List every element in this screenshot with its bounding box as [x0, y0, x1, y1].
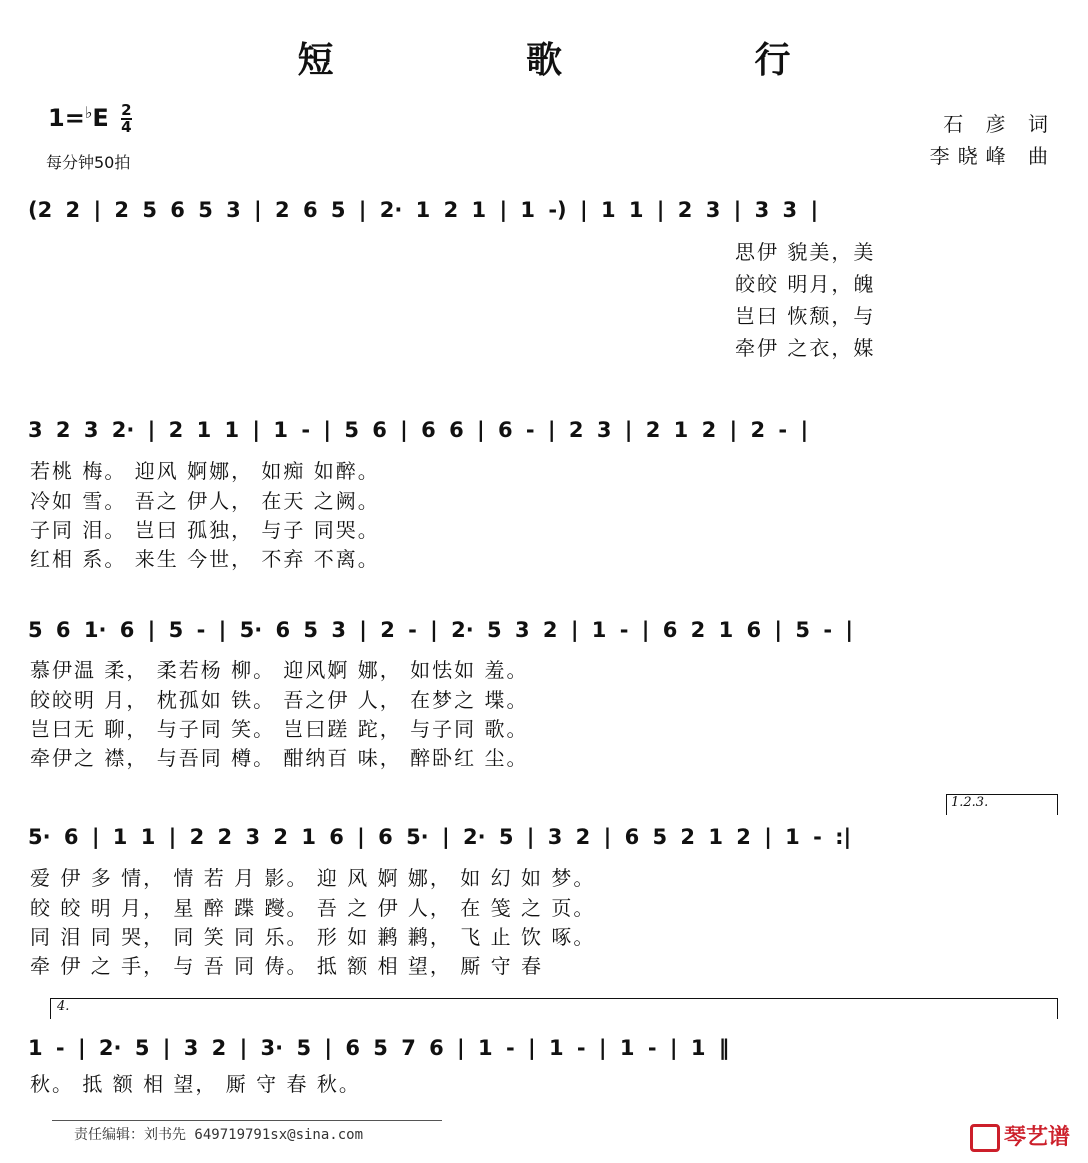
- lyric-line-2-verse-4: 红相 系。 来生 今世， 不弃 不离。: [30, 547, 380, 571]
- footer-divider: [52, 1120, 442, 1121]
- lyric-line-1-verse-4: 牵伊 之衣，媒: [735, 336, 876, 360]
- lyric-line-2-verse-2: 冷如 雪。 吾之 伊人， 在天 之阙。: [30, 489, 380, 513]
- key-prefix: 1=: [48, 104, 85, 132]
- volta-label: 4.: [57, 999, 70, 1014]
- volta-4: [50, 998, 1058, 1019]
- lyricist-credit: 石 彦 词: [943, 112, 1056, 136]
- staff-5: [28, 1026, 1062, 1066]
- lyric-line-3-verse-2: 皎皎明 月， 枕孤如 铁。 吾之伊 人， 在梦之 堞。: [30, 688, 529, 712]
- logo-text: 琴艺谱: [1003, 1125, 1070, 1150]
- tempo-marking: 每分钟50拍: [46, 153, 131, 172]
- lyric-line-3-verse-3: 岂曰无 聊， 与子同 笑。 岂曰蹉 跎， 与子同 歌。: [30, 717, 529, 741]
- lyric-line-3-verse-1: 慕伊温 柔， 柔若杨 柳。 迎风婀 娜， 如怯如 羞。: [30, 658, 529, 682]
- staff-4: [28, 815, 1062, 855]
- staff-notes: 1 - | 2· 5 | 3 2 | 3· 5 | 6 5 7 6 | 1 - | 1 - | 1 - | 1 ‖: [28, 1036, 730, 1060]
- staff-notes: 5· 6 | 1 1 | 2 2 3 2 1 6 | 6 5· | 2· 5 | 3 2 | 6 5 2 1 2 | 1 - :|: [28, 825, 852, 849]
- lyric-line-4-verse-3: 同 泪 同 哭， 同 笑 同 乐。 形 如 鹣 鹣， 飞 止 饮 啄。: [30, 925, 596, 949]
- staff-notes: 3 2 3 2· | 2 1 1 | 1 - | 5 6 | 6 6 | 6 - | 2 3 | 2 1 2 | 2 - |: [28, 418, 809, 442]
- time-top: 2: [121, 101, 132, 119]
- staff-2: [28, 408, 1062, 448]
- volta-1-2-3: [946, 794, 1058, 815]
- staff-notes: 5 6 1· 6 | 5 - | 5· 6 5 3 | 2 - | 2· 5 3 2 | 1 - | 6 2 1 6 | 5 - |: [28, 618, 854, 642]
- staff-notes: (2 2 | 2 5 6 5 3 | 2 6 5 | 2· 1 2 1 | 1 -) | 1 1 | 2 3 | 3 3 |: [28, 198, 819, 222]
- lyric-line-2-verse-3: 子同 泪。 岂曰 孤独， 与子 同哭。: [30, 518, 380, 542]
- lyric-line-4-verse-2: 皎 皎 明 月， 星 醉 蹀 躞。 吾 之 伊 人， 在 笺 之 页。: [30, 896, 596, 920]
- lyric-line-1-verse-2: 皎皎 明月，魄: [735, 272, 876, 296]
- staff-3: [28, 608, 1062, 648]
- logo-icon: [970, 1124, 1000, 1152]
- lyric-line-4-verse-1: 爱 伊 多 情， 情 若 月 影。 迎 风 婀 娜， 如 幻 如 梦。: [30, 866, 596, 890]
- editor-credit: 责任编辑：刘书先 649719791sx@sina.com: [74, 1127, 364, 1143]
- time-bottom: 4: [121, 118, 132, 136]
- volta-label: 1.2.3.: [951, 795, 989, 810]
- key-signature: [48, 103, 132, 135]
- staff-1: [28, 188, 1062, 228]
- lyric-line-1-verse-3: 岂曰 恢颓，与: [735, 304, 876, 328]
- key-note: E: [92, 104, 109, 132]
- lyric-line-5: 秋。 抵 额 相 望， 厮 守 春 秋。: [30, 1072, 361, 1096]
- lyric-line-4-verse-4: 牵 伊 之 手， 与 吾 同 俦。 抵 额 相 望， 厮 守 春: [30, 954, 544, 978]
- flat-sign: ♭: [84, 103, 93, 122]
- song-title: 短 歌 行: [297, 39, 881, 81]
- composer-credit: 李晓峰 曲: [929, 144, 1056, 168]
- lyric-line-1-verse-1: 思伊 貌美，美: [735, 240, 876, 264]
- lyric-line-3-verse-4: 牵伊之 襟， 与吾同 樽。 酣纳百 味， 醉卧红 尘。: [30, 746, 529, 770]
- lyric-line-2-verse-1: 若桃 梅。 迎风 婀娜， 如痴 如醉。: [30, 459, 380, 483]
- site-logo: [970, 1120, 1070, 1152]
- time-signature: [121, 103, 131, 135]
